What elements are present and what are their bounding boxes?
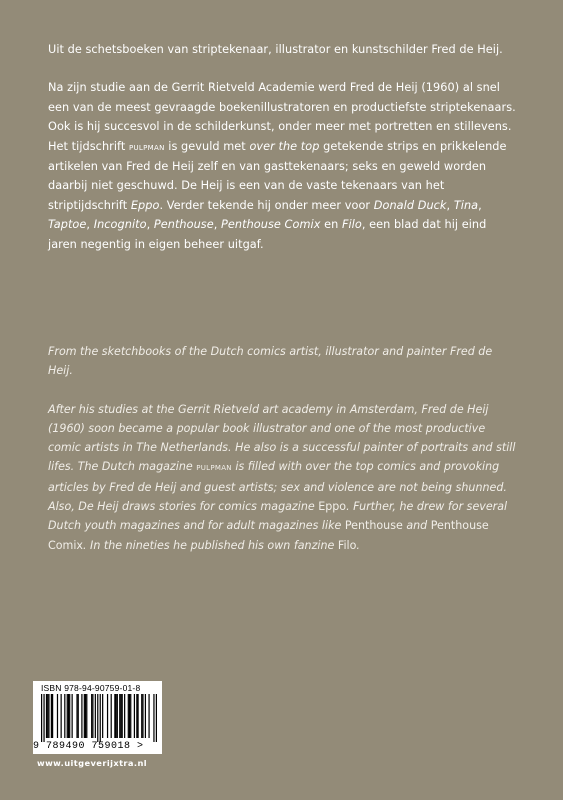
barcode-bar [48,694,49,738]
taptoe-title: Taptoe [48,218,87,232]
barcode-bar [84,694,85,738]
tina-title: Tina [453,198,479,212]
dutch-description [48,40,518,254]
barcode-bar [61,694,62,738]
barcode-bar [52,694,53,738]
english-bio-text: . [356,538,360,552]
barcode-bar [148,694,149,738]
barcode-bar [142,694,143,738]
english-description [48,342,518,555]
barcode-bar [128,694,129,738]
barcode-bar [67,694,68,738]
barcode-bar [134,694,135,738]
separator: , [213,218,222,232]
dutch-bio-text: , een blad dat hij eind jaren negentig in eigen beheer uitgaf. [48,218,487,251]
barcode-bar [78,694,79,738]
over-the-top-phrase: over the top [249,139,320,153]
penthouse-title: Penthouse [153,218,214,232]
eppo-title: Eppo [130,198,160,212]
barcode-bar [124,694,125,738]
barcode-bar [107,694,108,738]
barcode-bar [120,694,121,738]
barcode-bar [141,694,142,738]
incognito-title: Incognito [93,218,147,232]
english-bio-text: is filled with over the top comics and provoking articles by Fred de Heij and guest artists; sex and violence are not being shunned. Also, De Heij draws stories for comics magazine [48,460,507,514]
barcode-bar [97,694,98,742]
barcode-bar [85,694,86,738]
barcode-bar [111,694,112,738]
english-bio-text: and [402,519,431,533]
dutch-bio-text: getekende strips en prikkelende artikelen van Fred de Heij zelf en van gasttekenaars; seks en geweld worden daarbij niet geschuwd. De Heij is een van de vaste tekenaars van het striptijdschrift [48,139,507,212]
barcode-bar [153,694,154,742]
barcode-bar [41,694,42,742]
english-bio-text: . In the nineties he published his own fanzine [83,538,338,552]
separator: , [146,218,154,232]
barcode-bar [51,694,52,738]
barcode-bar [115,694,116,738]
separator: , [478,198,482,212]
isbn-barcode [33,681,162,754]
separator: , [86,218,94,232]
dutch-bio-text: is gevuld met [164,139,250,153]
filo-title: Filo [341,218,362,232]
barcode-bar [114,694,115,738]
barcode-bar [119,694,120,738]
barcode-bar [156,694,157,742]
pulpman-title: pulpman [128,140,165,153]
barcode-bar [117,694,118,738]
english-intro-paragraph: From the sketchbooks of the Dutch comics artist, illustrator and painter Fred de Heij. [48,345,493,378]
english-bio-text: After his studies at the Gerrit Rietveld art academy in Amsterdam, Fred de Heij (1960) soon became a popular book illustrator and one of the most productive comic artists in The Netherlands. He also is a successful painter of portraits and still lifes. The Dutch magazine [48,402,516,474]
separator: , [446,198,454,212]
english-bio-paragraph [48,400,518,555]
penthouse-comix-title: Penthouse Comix [48,519,489,552]
barcode-bar [47,694,48,738]
penthouse-comix-title: Penthouse Comix [221,218,321,232]
barcode-bar [43,694,44,742]
barcode-bar [95,694,96,738]
dutch-intro-paragraph: Uit de schetsboeken van striptekenaar, illustrator en kunstschilder Fred de Heij. [48,43,503,56]
ean-digits: 9 789490 759018 > [33,741,144,752]
barcode-bar [57,694,58,738]
barcode-bar [130,694,131,738]
barcode-bar [136,694,137,738]
barcode-bar [137,694,138,738]
barcode-bar [64,694,65,738]
eppo-title: Eppo [318,500,347,514]
barcode-bar [46,694,47,738]
barcode-bar [91,694,92,738]
publisher-url: www.uitgeverijxtra.nl [37,758,148,768]
pulpman-title: pulpman [196,461,232,474]
separator: en [320,218,342,232]
barcode-bar [86,694,87,738]
dutch-bio-text: Na zijn studie aan de Gerrit Rietveld Academie werd Fred de Heij (1960) al snel een van de meest gevraagde boekenillustratoren en productiefste striptekenaars. Ook is hij succesvol in de schilderkunst, onder meer met portretten en stillevens. Het tijdschrift [48,81,516,153]
barcode-bar [68,694,69,738]
barcode-bar [69,694,70,738]
barcode-bar [122,694,123,738]
penthouse-title: Penthouse [344,519,403,533]
barcode-bar [76,694,77,738]
barcode-bar [81,694,82,738]
isbn-label: ISBN 978-94-90759-01-8 [41,683,141,693]
barcode-bars [41,694,157,742]
barcode-bar [129,694,130,738]
barcode-bar [100,694,101,742]
barcode-bar [92,694,93,738]
dutch-bio-paragraph [48,78,518,254]
filo-title: Filo [337,538,357,552]
barcode-bar [102,694,103,738]
dutch-bio-text: . Verder tekende hij onder meer voor [159,198,374,212]
barcode-bar [72,694,73,738]
english-bio-text: . Further, he drew for several Dutch youth magazines and for adult magazines like [48,500,508,533]
donald-duck-title: Donald Duck [373,198,447,212]
barcode-bar [145,694,146,738]
